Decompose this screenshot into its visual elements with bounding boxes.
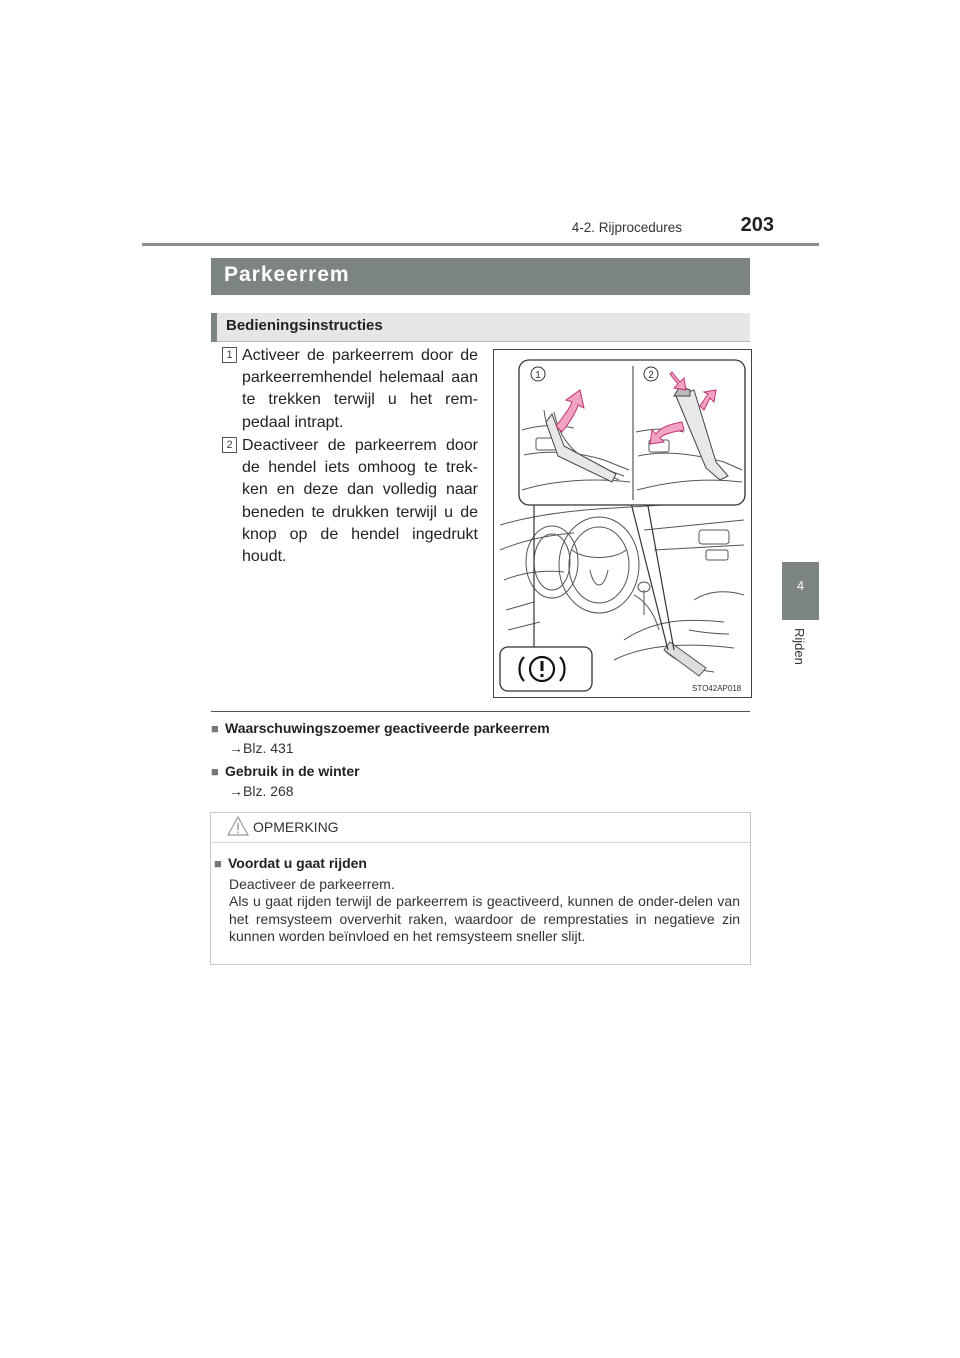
step-number-2: 2 xyxy=(222,437,237,453)
chapter-number: 4 xyxy=(796,578,805,593)
caution-header-rule xyxy=(211,842,750,843)
page-title: Parkeerrem xyxy=(224,263,350,286)
caution-line: Deactiveer de parkeerrem. xyxy=(229,876,395,892)
note-title-2: Gebruik in de winter xyxy=(225,763,360,779)
panel-label-2: 2 xyxy=(648,370,654,381)
chapter-label: Rijden xyxy=(792,628,807,665)
step-number-1: 1 xyxy=(222,347,237,363)
warning-triangle-icon xyxy=(227,815,249,837)
note-marker-2: ■ xyxy=(211,764,219,779)
parking-brake-illustration xyxy=(493,349,752,698)
illustration-code: STO42AP018 xyxy=(692,684,742,693)
header-rule xyxy=(142,243,819,246)
caution-label: OPMERKING xyxy=(253,819,339,835)
note-ref-1: →Blz. 431 xyxy=(229,740,294,756)
section-heading: 4-2. Rijprocedures xyxy=(571,220,682,235)
note-title-1: Waarschuwingszoemer geactiveerde parkeerrem xyxy=(225,720,550,736)
step-text-2: Deactiveer de parkeerrem door de hendel iets omhoog te trek-ken en deze dan volledig naar beneden te drukken terwijl u de knop op de hendel ingedrukt houdt. xyxy=(242,437,478,566)
note-marker-1: ■ xyxy=(211,721,219,736)
caution-marker: ■ xyxy=(214,856,222,871)
note-ref-2: →Blz. 268 xyxy=(229,783,294,799)
subheading: Bedieningsinstructies xyxy=(226,317,383,334)
step-text-1: Activeer de parkeerrem door de parkeerremhendel helemaal aan te trekken terwijl u het rem-pedaal intrapt. xyxy=(242,347,478,431)
page-number: 203 xyxy=(740,214,774,236)
caution-title: Voordat u gaat rijden xyxy=(228,855,367,871)
caution-paragraph: Als u gaat rijden terwijl de parkeerrem is geactiveerd, kunnen de onder-delen van het remsysteem oververhit raken, waardoor de remprestaties in negatieve zin kunnen worden beïnvloed en het remsysteem sneller slijt. xyxy=(229,893,740,944)
subheading-accent xyxy=(211,313,217,342)
section-divider xyxy=(211,711,750,712)
panel-label-1: 1 xyxy=(535,370,541,381)
